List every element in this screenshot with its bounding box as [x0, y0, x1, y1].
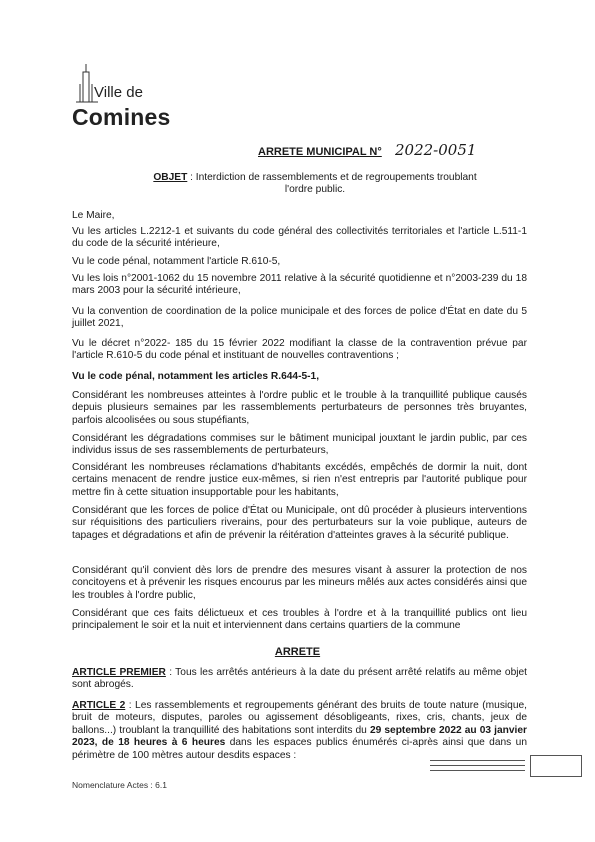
article-2-label: ARTICLE 2 [72, 700, 126, 711]
footer-nomenclature: Nomenclature Actes : 6.1 [72, 780, 167, 790]
object-text: : Interdiction de rassemblements et de regroupements troublant l'ordre public. [187, 172, 477, 195]
city-logo [72, 62, 182, 134]
body-paragraph: Considérant que les forces de police d'État ou Municipale, ont dû procéder à plusieurs interventions sur réquisitions des particuliers riverains, pour des perturbateurs sur la voie publique, auteurs de tapages et dégradations et afin de prévenir la réitération d'atteintes graves à la sécurité publique. [72, 505, 527, 541]
article-1 [72, 667, 527, 692]
logo-line1: Ville de [94, 84, 143, 101]
article-2-dates: 29 septembre 2022 au 03 janvier 2023, de 18 heures à 6 heures [72, 724, 527, 749]
body-paragraph: Vu le code pénal, notamment les articles R.644-5-1, [72, 371, 320, 382]
body-paragraph: Considérant les nombreuses atteintes à l'ordre public et le trouble à la tranquillité publique causés depuis plusieurs semaines par les rassemblements perturbateurs de personnes très bruyantes, parfois alcoolisées ou sous stupéfiants, [72, 390, 527, 426]
body-paragraph: Considérant les nombreuses réclamations d'habitants excédés, empêchés de dormir la nuit, dont certains menacent de rendre justice eux-mêmes, si rien n'est entrepris par l'autorité publique pour mettre fin à cette situation insupportable pour les habitants, [72, 462, 527, 498]
body-paragraph: Vu le décret n°2022- 185 du 15 février 2022 modifiant la classe de la contravention prévue par l'article R.610-5 du code pénal et instituant de nouvelles contraventions ; [72, 338, 527, 362]
decree-title: ARRETE MUNICIPAL N° [258, 146, 382, 158]
body-paragraph: Vu les articles L.2212-1 et suivants du code général des collectivités territoriales et l'article L.511-1 du code de la sécurité intérieure, [72, 226, 527, 250]
article-2-text-b: dans les espaces publics énumérés ci-après ainsi que dans un périmètre de 100 mètres autour desdits espaces : [72, 737, 528, 761]
logo-line2: Comines [72, 104, 171, 130]
body-paragraph: Vu la convention de coordination de la police municipale et des forces de police d'État en date du 5 juillet 2021, [72, 306, 527, 330]
body-paragraph: Vu le code pénal, notamment l'article R.610-5, [72, 256, 281, 267]
reception-stamp-lines [430, 756, 525, 778]
body-paragraph: Vu les lois n°2001-1062 du 15 novembre 2011 relative à la sécurité quotidienne et n°2003-239 du 18 mars 2003 pour la sécurité intérieure, [72, 273, 527, 297]
body-paragraph: Considérant qu'il convient dès lors de prendre des mesures visant à assurer la protection de nos concitoyens et à prévenir les risques encourus par les mineurs mêlés aux actes considérés ainsi que les troubles à l'ordre public, [72, 565, 527, 601]
arrete-heading: ARRETE [274, 646, 321, 658]
reception-stamp-box [530, 755, 582, 777]
body-paragraph: Considérant que ces faits délictueux et ces troubles à l'ordre et à la tranquillité publics ont lieu principalement le soir et la nuit et interviennent dans certains quartiers de la commune [72, 608, 527, 632]
article-1-label: ARTICLE PREMIER [72, 667, 166, 678]
object-line [150, 172, 480, 196]
body-paragraph: Considérant les dégradations commises sur le bâtiment municipal jouxtant le jardin public, par ces individus issus de ses rassemblements de perturbateurs, [72, 433, 527, 457]
article-2 [72, 700, 527, 762]
article-1-text: : Tous les arrêtés antérieurs à la date du présent arrêté relatifs au même objet sont abrogés. [72, 667, 528, 691]
body-paragraph: Le Maire, [72, 210, 115, 221]
article-2-text-a: : Les rassemblements et regroupements générant des bruits de toute nature (musique, bruit de moteurs, disputes, paroles ou agissement désobligeants, rixes, cris, chants, jeux de ballons...) troublant la tranquillité des habitations sont interdits du [72, 700, 528, 736]
decree-number: 2022-0051 [395, 141, 477, 159]
object-label: OBJET [153, 172, 188, 183]
